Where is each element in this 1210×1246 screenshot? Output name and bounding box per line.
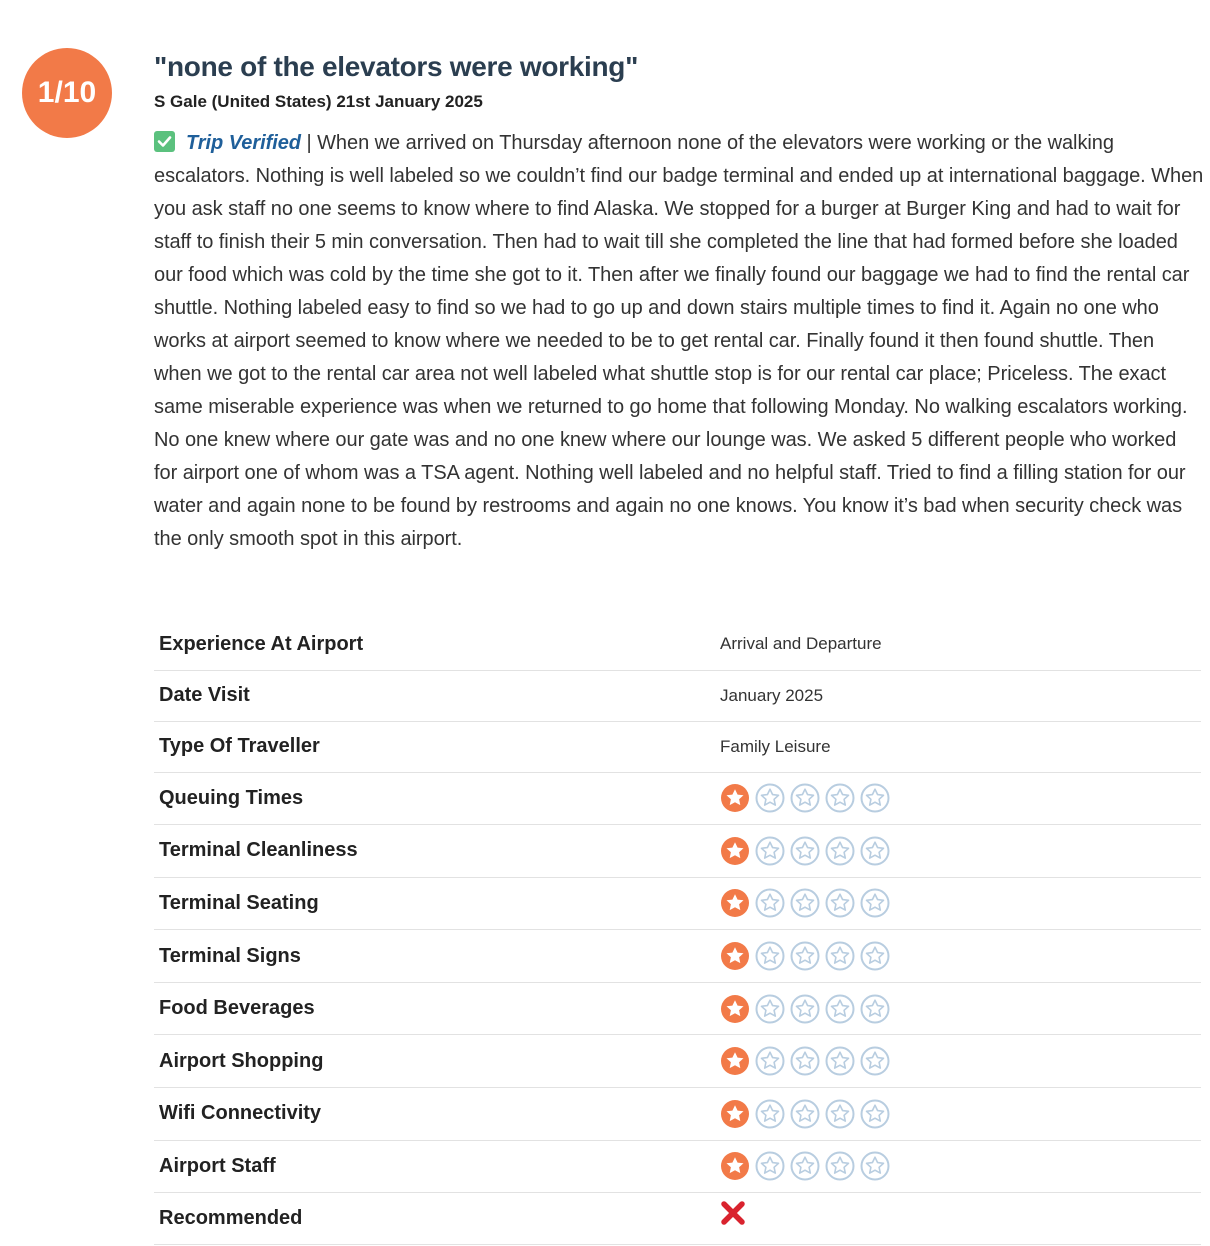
star-empty-icon [755, 1046, 785, 1076]
detail-value: Family Leisure [715, 721, 1201, 772]
rating-label: Terminal Cleanliness [154, 825, 715, 878]
star-rating [715, 825, 1201, 878]
detail-value: January 2025 [715, 670, 1201, 721]
rating-label: Airport Staff [154, 1140, 715, 1193]
star-rating [715, 982, 1201, 1035]
star-empty-icon [755, 836, 785, 866]
detail-label: Date Visit [154, 670, 715, 721]
star-filled-icon [720, 888, 750, 918]
rating-label: Food Beverages [154, 982, 715, 1035]
star-empty-icon [790, 836, 820, 866]
star-empty-icon [860, 1151, 890, 1181]
star-empty-icon [860, 941, 890, 971]
recommended-label: Recommended [154, 1193, 715, 1245]
star-empty-icon [755, 783, 785, 813]
star-empty-icon [790, 1046, 820, 1076]
star-empty-icon [860, 1099, 890, 1129]
star-empty-icon [755, 888, 785, 918]
star-filled-icon [720, 1151, 750, 1181]
star-empty-icon [860, 1046, 890, 1076]
red-x-icon [720, 1200, 746, 1226]
star-empty-icon [825, 994, 855, 1024]
star-empty-icon [755, 1151, 785, 1181]
recommended-value [715, 1193, 1201, 1245]
rating-row-airport-shopping [154, 1035, 1201, 1088]
detail-row-traveller-type [154, 721, 1201, 772]
rating-label: Terminal Signs [154, 930, 715, 983]
review-body-text: When we arrived on Thursday afternoon none of the elevators were working or the walking escalators. Nothing is well labeled so we couldn’t find our badge terminal and ended up at international baggage. When you ask staff no one seems to know where to find Alaska. We stopped for a burger at Burger King and had to wait for staff to finish their 5 min conversation. Then had to wait till she completed the line that had formed before she loaded our food which was cold by the time she got to it. Then after we finally found our baggage we had to find the rental car shuttle. Nothing labeled easy to find so we had to go up and down stairs multiple times to find it. Again no one who works at airport seemed to know where we needed to be to get rental car. Finally found it then found shuttle. Then when we got to the rental car area not well labeled what shuttle stop is for our rental car place; Priceless. The exact same miserable experience was when we returned to go home that following Monday. No walking escalators working. No one knew where our gate was and no one knew where our lounge was. We asked 5 different people who worked for airport one of whom was a TSA agent. Nothing well labeled and no helpful staff. Tried to find a filling station for our water and again none to be found by restrooms and again no one knows. You know it’s bad when security check was the only smooth spot in this airport. [154, 132, 1204, 550]
review-ratings-table [154, 619, 1201, 1245]
rating-row-terminal-signs [154, 930, 1201, 983]
star-empty-icon [755, 994, 785, 1024]
rating-row-airport-staff [154, 1140, 1201, 1193]
star-rating [715, 1140, 1201, 1193]
star-empty-icon [860, 783, 890, 813]
rating-row-food-beverages [154, 982, 1201, 1035]
star-empty-icon [790, 994, 820, 1024]
star-filled-icon [720, 836, 750, 866]
rating-label: Queuing Times [154, 772, 715, 825]
star-rating [715, 930, 1201, 983]
detail-row-date-visit [154, 670, 1201, 721]
rating-label: Terminal Seating [154, 877, 715, 930]
review-author-line: S Gale (United States) 21st January 2025 [154, 92, 483, 111]
detail-label: Experience At Airport [154, 619, 715, 670]
star-empty-icon [790, 888, 820, 918]
star-filled-icon [720, 1099, 750, 1129]
star-empty-icon [755, 1099, 785, 1129]
star-empty-icon [860, 888, 890, 918]
star-filled-icon [720, 941, 750, 971]
star-empty-icon [860, 836, 890, 866]
trip-verified-label: Trip Verified [186, 132, 301, 154]
star-empty-icon [790, 941, 820, 971]
star-filled-icon [720, 1046, 750, 1076]
star-empty-icon [790, 1151, 820, 1181]
rating-score-text: 1/10 [37, 76, 97, 109]
star-empty-icon [825, 888, 855, 918]
star-empty-icon [825, 1046, 855, 1076]
rating-score-badge [22, 48, 112, 138]
review-content [154, 44, 1204, 556]
rating-row-wifi-connectivity [154, 1088, 1201, 1141]
review-text [154, 127, 1204, 556]
star-rating [715, 877, 1201, 930]
star-empty-icon [825, 836, 855, 866]
star-empty-icon [860, 994, 890, 1024]
rating-row-queuing-times [154, 772, 1201, 825]
rating-label: Wifi Connectivity [154, 1088, 715, 1141]
star-empty-icon [825, 1151, 855, 1181]
verified-separator: | [300, 132, 318, 154]
star-filled-icon [720, 994, 750, 1024]
detail-value: Arrival and Departure [715, 619, 1201, 670]
rating-row-terminal-cleanliness [154, 825, 1201, 878]
rating-row-terminal-seating [154, 877, 1201, 930]
star-empty-icon [825, 783, 855, 813]
star-empty-icon [825, 941, 855, 971]
star-empty-icon [790, 1099, 820, 1129]
star-filled-icon [720, 783, 750, 813]
recommended-row [154, 1193, 1201, 1245]
star-empty-icon [755, 941, 785, 971]
detail-row-experience [154, 619, 1201, 670]
star-rating [715, 1035, 1201, 1088]
verified-check-icon [154, 131, 175, 152]
star-empty-icon [790, 783, 820, 813]
rating-label: Airport Shopping [154, 1035, 715, 1088]
detail-label: Type Of Traveller [154, 721, 715, 772]
star-empty-icon [825, 1099, 855, 1129]
star-rating [715, 772, 1201, 825]
star-rating [715, 1088, 1201, 1141]
review-title: "none of the elevators were working" [154, 51, 639, 82]
